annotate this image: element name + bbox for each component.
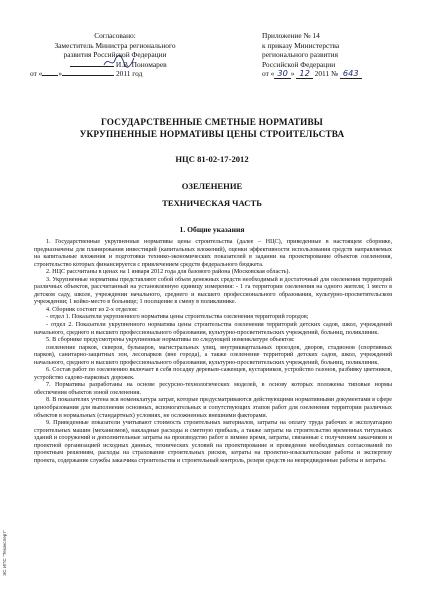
- appendix-number: Приложение № 14: [262, 31, 320, 40]
- appendix-country: Российской Федерации: [262, 59, 336, 69]
- document-body: [34, 239, 392, 465]
- handwritten-month: 12: [296, 68, 312, 79]
- paragraph: 8. В показателях учтена вся номенклатура затрат, которые предусматриваются действующими нормативными документами в сфере ценообразования для выполнения основных, вспомогательных и сопутствующих этапов работ для озеленения территории различных объектов в нормальных (стандартных) условиях, не осложненных внешними факторами.: [34, 397, 392, 419]
- appendix-date: от « 30 » 12 2011 № 643: [262, 69, 402, 79]
- subject-title: ОЗЕЛЕНЕНИЕ: [181, 181, 243, 191]
- part-title: ТЕХНИЧЕСКАЯ ЧАСТЬ: [162, 198, 262, 208]
- appendix-ministry: регионального развития: [262, 50, 338, 60]
- paragraph: 5. В сборнике предусмотрены укрупненные нормативы по следующей номенклатуре объектов:: [46, 337, 295, 344]
- paragraph: 2. НЦС рассчитаны в ценах на 1 января 2012 года для базового района (Московская область).: [46, 269, 291, 276]
- appendix-block: [262, 31, 402, 79]
- signature-line: [30, 60, 200, 70]
- approval-label: Согласовано:: [94, 31, 136, 40]
- norm-code: НЦС 81-02-17-2012: [175, 154, 249, 164]
- signer-name: И.В. Пономарев: [115, 59, 167, 69]
- approval-block: [30, 31, 200, 79]
- handwritten-number: 643: [340, 68, 362, 79]
- paragraph: 6. Состав работ по озеленению включает в себя посадку деревьев-саженцев, кустарников, устройство газонов, разбивку цветников, устройство садово-парковых дорожек.: [34, 367, 392, 381]
- main-title-line2: УКРУПНЕННЫЕ НОРМАТИВЫ ЦЕНЫ СТРОИТЕЛЬСТВА: [79, 129, 345, 139]
- paragraph: озеленение парков, скверов, бульваров, магистральных улиц, внутриквартальных проездов, дворов, стадионов (спортивных парков), санитарно-защитных зон, лесопарков (вне города), а также озеленение территорий детских садов, школ, учреждений начального, среднего и высшего профессионального образования, культурно-просветительских учреждений, больниц, поликлиник.: [34, 344, 392, 366]
- signature-scribble: [102, 54, 136, 70]
- section-heading: 1. Общие указания: [179, 225, 245, 234]
- paragraph: 4. Сборник состоит из 2-х отделов:: [46, 306, 138, 313]
- paragraph: 7. Нормативы разработаны на основе ресурсно-технологических моделей, в основу которых положены типовые нормы обеспечения объектов зоной озеленения.: [34, 382, 392, 396]
- appendix-order: к приказу Министерства: [262, 40, 340, 50]
- approval-date: от « » 2011 год: [30, 69, 143, 79]
- paragraph: 9. Приведенные показатели учитывают стоимость строительных материалов, затраты на оплату труда рабочих и эксплуатацию строительных машин (механизмов), накладные расходы и сметную прибыль, а также затраты на строительство временных титульных зданий и сооружений и дополнительные затраты на производство работ в зимнее время, затраты, связанные с получением заказчиком и проектной организацией исходных данных, технических условий на проектирование и проведение необходимых согласований по проектным решениям, расходы на страхование строительных рисков, затраты на проектно-изыскательские работы и экспертизу проекта, содержание службы заказчика строительства и строительный контроль, резерв средств на непредвиденные работы и затраты.: [34, 420, 392, 464]
- approver-ministry: развития Российской Федерации: [63, 50, 167, 60]
- paragraph: - отдел 1. Показатели укрупненного норматива цены строительства озеленения территорий городов;: [46, 314, 309, 321]
- paragraph: - отдел 2. Показатели укрупненного норматива цены строительства озеленения территорий детских садов, школ, учреждений начального, среднего и высшего профессионального образования, культурно-просветительских учреждений, больниц, поликлиник.: [34, 322, 392, 336]
- paragraph: 1. Государственные укрупненные нормативы цены строительства (далее – НЦС), приведенные в настоящем сборнике, предназначены для планирования инвестиций (капитальных вложений), оценки эффективности использования средств направляемых на капитальные вложения и подготовки технико-экономических показателей в задании на проектирование объектов озеленения, строительство которых финансируется с привлечением средств федерального бюджета.: [34, 239, 392, 268]
- main-title-line1: ГОСУДАРСТВЕННЫЕ СМЕТНЫЕ НОРМАТИВЫ: [100, 117, 324, 127]
- approver-position: Заместитель Министра регионального: [54, 40, 176, 50]
- paragraph: 3. Укрупненные нормативы представляют собой объем денежных средств необходимый и достаточный для озеленения территорий различных объектов, рассчитанный на установленную единицу измерения: - 1 га территории озеленения на одного жителя; 1 место в детском саду, школе, учреждении начального, среднего и высшего профессионального образования, культурно-просветительском учреждении; 1 койко-место в больнице; 1 посещение в смену в поликлинике.: [34, 276, 392, 306]
- side-watermark-text: ЭС ИПС "Техэксперт": [2, 530, 7, 576]
- handwritten-day: 30: [274, 68, 290, 79]
